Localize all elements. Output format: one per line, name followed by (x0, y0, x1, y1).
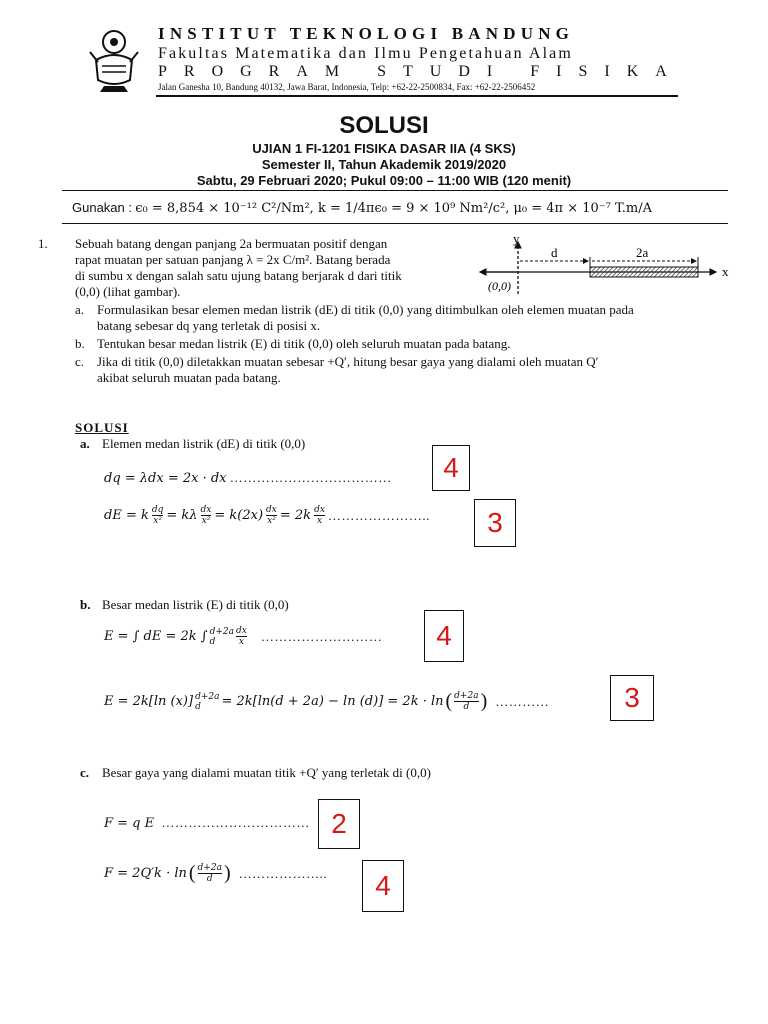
solution-a-eq2 (104, 505, 430, 526)
frac (198, 863, 222, 884)
problem-number: 1. (38, 236, 48, 251)
score-box: 3 (474, 499, 516, 547)
frac-den: d (206, 874, 213, 884)
divider-bottom (62, 223, 728, 224)
solution-c-title: Besar gaya yang dialami muatan titik +Q′ yang terletak di (0,0) (102, 765, 431, 780)
constants-line (72, 200, 652, 217)
dots: ………… (495, 693, 550, 709)
frac-den: x² (201, 516, 211, 526)
eq-de-m2: = k(2x) (214, 508, 264, 523)
eq-e-result: = 2k[ln(d + 2a) − ln (d)] = 2k · ln (221, 694, 444, 709)
rod-diagram (478, 232, 738, 298)
solution-c-label: c. (80, 765, 90, 780)
frac (152, 505, 164, 526)
score-box: 4 (424, 610, 464, 662)
frac (236, 626, 247, 647)
program-name: PROGRAM STUDI FISIKA (158, 63, 684, 80)
eq-force-result: F = 2Q′k · ln (104, 866, 187, 881)
eq-de-lhs: dE = k (104, 508, 149, 523)
itb-logo-icon (84, 22, 144, 94)
divider-top (62, 190, 728, 191)
frac-num: d+2a (454, 691, 479, 701)
frac (266, 505, 277, 526)
frac-num: dx (266, 505, 277, 515)
y-axis-label: y (513, 232, 520, 246)
dots: ……………….. (238, 865, 328, 881)
frac-den: x (316, 516, 323, 526)
eq-dq: dq = λdx = 2x · dx (104, 471, 227, 486)
constants-label: Gunakan : (72, 200, 132, 215)
frac-num: d+2a (197, 863, 222, 873)
frac (314, 505, 325, 526)
score-box: 4 (432, 445, 470, 491)
frac-num: dx (235, 626, 247, 636)
solution-a-eq1 (104, 470, 392, 486)
eq-force: F = q E (104, 816, 155, 831)
frac (201, 505, 212, 526)
question-b-label: b. (75, 336, 85, 351)
question-c-text-1: Jika di titik (0,0) diletakkan muatan sebesar +Q′, hitung besar gaya yang dialami oleh muatan Q′ (97, 354, 599, 369)
solution-a-label: a. (80, 436, 90, 451)
limit-lower: d (195, 701, 201, 712)
problem-intro-1: Sebuah batang dengan panjang 2a bermuatan positif dengan (75, 236, 388, 251)
solution-c-eq2: F = 2Q′k · ln ( $\frac{d+2a}{d}$ ) ……………….. (104, 862, 328, 884)
score-box: 3 (610, 675, 654, 721)
institute-name: INSTITUT TEKNOLOGI BANDUNG (158, 24, 575, 43)
question-c-label: c. (75, 354, 85, 369)
origin-label: (0,0) (488, 279, 511, 293)
problem-intro-3: di sumbu x dengan salah satu ujung batang berjarak d dari titik (75, 268, 402, 283)
frac-num: dq (151, 505, 164, 515)
charged-rod (590, 267, 698, 277)
solution-b-eq2: E = 2k[ln (x)] d+2a d = 2k[ln(d + 2a) − ln (d)] = 2k · ln ( $\frac{d+2a}{d}$ ) ………… (104, 690, 550, 712)
header-divider (156, 95, 678, 97)
question-a-text-1: Formulasikan besar elemen medan listrik (dE) di titik (0,0) yang ditimbulkan oleh elemen muatan pada (97, 302, 634, 317)
question-c-text-2: akibat seluruh muatan pada batang. (97, 370, 281, 385)
frac (454, 691, 478, 712)
question-a-label: a. (75, 302, 85, 317)
eq-de-m3: = 2k (279, 508, 312, 523)
problem-intro-2: rapat muatan per satuan panjang λ = 2x C/m². Batang berada (75, 252, 391, 267)
frac-den: x (238, 637, 244, 647)
frac-den: x² (267, 516, 276, 526)
eq-e-integral: E = ∫ dE = 2k ∫ (104, 629, 208, 644)
dots: ………………….. (327, 507, 430, 523)
length-label: 2a (636, 245, 649, 260)
integral-limits (210, 627, 234, 647)
solution-b-label: b. (80, 597, 91, 612)
semester: Semester II, Tahun Akademik 2019/2020 (261, 157, 507, 172)
solution-a-title: Elemen medan listrik (dE) di titik (0,0) (102, 436, 306, 451)
solution-b-eq1 (104, 626, 382, 647)
x-axis-label: x (722, 264, 729, 279)
solution-heading: SOLUSI (75, 420, 129, 435)
page-title: SOLUSI (339, 112, 429, 139)
address: Jalan Ganesha 10, Bandung 40132, Jawa Barat, Indonesia, Telp: +62-22-2500834, Fax: +62-22-2506452 (158, 82, 536, 92)
question-a-text-2: batang sebesar dq yang terletak di posisi x. (97, 318, 321, 333)
limit-lower: d (209, 636, 216, 647)
constants-text: ϵ₀ = 8,854 × 10⁻¹² C²/Nm², k = 1/4πϵ₀ = 9 × 10⁹ Nm²/c², μ₀ = 4π × 10⁻⁷ T.m/A (135, 201, 652, 216)
question-b-text: Tentukan besar medan listrik (E) di titik (0,0) oleh seluruh muatan pada batang. (97, 336, 511, 351)
dots: ……………………………… (229, 470, 392, 485)
frac-den: x² (153, 516, 162, 526)
d-label: d (551, 245, 558, 260)
dots: …………………………… (161, 815, 310, 830)
problem-intro-4: (0,0) (lihat gambar). (75, 284, 181, 299)
faculty-name: Fakultas Matematika dan Ilmu Pengetahuan Alam (158, 45, 573, 62)
frac-den: d (463, 702, 470, 712)
exam-title: UJIAN 1 FI-1201 FISIKA DASAR IIA (4 SKS) (252, 141, 516, 156)
solution-b-title: Besar medan listrik (E) di titik (0,0) (102, 597, 289, 612)
eq-de-m1: = kλ (166, 508, 198, 523)
limit-upper: d+2a (195, 691, 220, 702)
frac-num: dx (314, 505, 325, 515)
limit-upper: d+2a (209, 626, 234, 637)
solution-c-eq1 (104, 815, 310, 831)
eq-e-ln: E = 2k[ln (x)] (104, 694, 194, 709)
score-box: 2 (318, 799, 360, 849)
bracket-limits (195, 692, 219, 712)
score-box: 4 (362, 860, 404, 912)
exam-date: Sabtu, 29 Februari 2020; Pukul 09:00 – 11:00 WIB (120 menit) (196, 173, 572, 188)
frac-num: dx (200, 505, 212, 515)
dots: ……………………… (260, 628, 383, 644)
